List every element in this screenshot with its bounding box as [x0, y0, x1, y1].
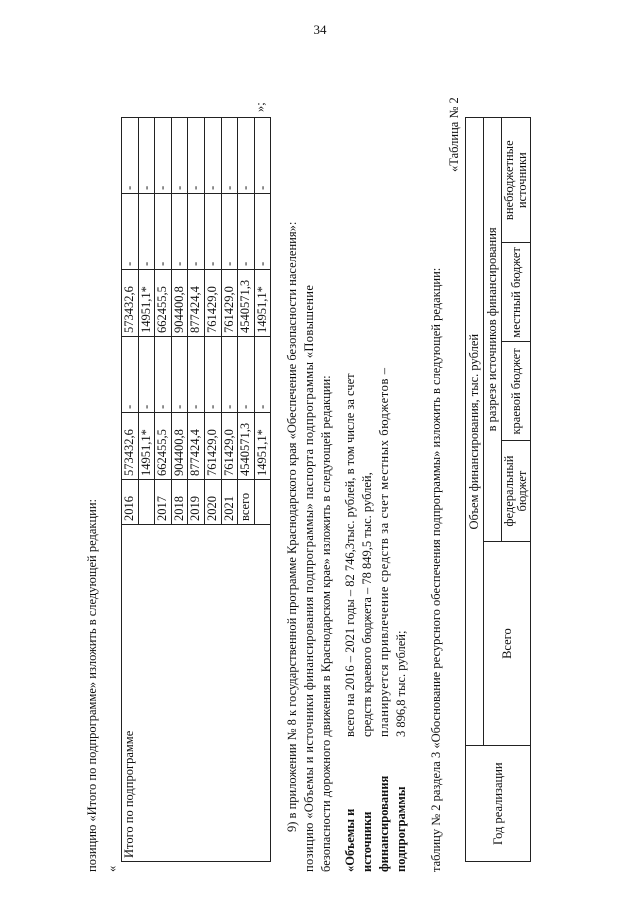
cell-c4: -	[122, 194, 139, 270]
cell-c3: 761429,0	[204, 270, 221, 337]
block-text1: всего на 2016 – 2021 годы – 82 746,3тыс. рублей, в том числе за счет	[343, 373, 357, 737]
cell-c3: 904400,8	[171, 270, 188, 337]
t2-loc-header: местный бюджет	[502, 243, 531, 342]
cell-year: всего	[238, 480, 255, 525]
t2-reg-header: краевой бюджет	[502, 342, 531, 441]
intro-line: позицию «Итого по подпрограмме» изложить в следующей редакции:	[85, 499, 99, 872]
block-text2: средств краевого бюджета – 78 849,5 тыс. рублей,	[360, 472, 374, 737]
cell-year	[138, 480, 155, 525]
cell-year: 2021	[221, 480, 238, 525]
para9-line3: безопасности дорожного движения в Краснодарском крае» изложить в следующей редакции:	[319, 375, 333, 872]
cell-c5: -	[221, 118, 238, 194]
t2-sources-header: в разрезе источников финансирования	[484, 118, 502, 542]
cell-year: 2016	[122, 480, 139, 525]
table-row	[122, 118, 139, 862]
cell-c2: -	[221, 337, 238, 413]
block-text3: планируется привлечение средств за счет местных бюджетов –	[377, 367, 391, 737]
cell-c5: -	[238, 118, 255, 194]
cell-c3: 573432,6	[122, 270, 139, 337]
cell-c5: -	[138, 118, 155, 194]
cell-c4: -	[221, 194, 238, 270]
open-quote: «	[105, 865, 119, 872]
cell-c3: 662455,5	[155, 270, 172, 337]
close-quote: »;	[253, 102, 267, 112]
subprogram-total-label: Итого по подпрограмме	[122, 525, 271, 862]
cell-c3: 761429,0	[221, 270, 238, 337]
cell-year: 2020	[204, 480, 221, 525]
cell-c5: -	[204, 118, 221, 194]
cell-c5: -	[188, 118, 205, 194]
t2-ext-header: внебюджетные источники	[502, 118, 531, 243]
cell-year: 2018	[171, 480, 188, 525]
t2-year-header: Год реализации	[466, 746, 531, 862]
cell-c1: 573432,6	[122, 413, 139, 480]
cell-c2: -	[254, 337, 271, 413]
cell-c3: 877424,4	[188, 270, 205, 337]
table2-intro: таблицу № 2 раздела 3 «Обоснование ресурсного обеспечения подпрограммы» изложить в следующей редакции:	[429, 267, 443, 872]
cell-c4: -	[155, 194, 172, 270]
subprogram-total-table	[121, 117, 271, 862]
block-head1: «Объемы и	[343, 808, 357, 872]
cell-c2: -	[138, 337, 155, 413]
cell-c5: -	[155, 118, 172, 194]
cell-c2: -	[204, 337, 221, 413]
block-head4: подпрограммы	[394, 786, 408, 872]
cell-c4: -	[138, 194, 155, 270]
cell-c2: -	[122, 337, 139, 413]
cell-c1: 877424,4	[188, 413, 205, 480]
cell-c5: -	[171, 118, 188, 194]
block-head2: источники	[360, 811, 374, 872]
cell-c4: -	[171, 194, 188, 270]
block-head3: финансирования	[377, 775, 391, 872]
cell-c2: -	[188, 337, 205, 413]
cell-c4: -	[188, 194, 205, 270]
cell-c3: 4540571,3	[238, 270, 255, 337]
cell-c1: 14951,1*	[138, 413, 155, 480]
cell-c1: 761429,0	[204, 413, 221, 480]
t2-total-header: Всего	[484, 541, 531, 746]
cell-c2: -	[238, 337, 255, 413]
table2-caption: «Таблица № 2	[447, 97, 461, 172]
t2-volume-header: Объем финансирования, тыс. рублей	[466, 118, 484, 746]
cell-c5: -	[122, 118, 139, 194]
t2-fed-header: федеральный бюджет	[502, 441, 531, 541]
para9-line2: позицию «Объемы и источники финансирования подпрограммы» паспорта подпрограммы «Повышение	[302, 284, 316, 872]
cell-c1: 14951,1*	[254, 413, 271, 480]
cell-c4: -	[254, 194, 271, 270]
page-number: 34	[313, 22, 327, 37]
cell-c5: -	[254, 118, 271, 194]
cell-c4: -	[204, 194, 221, 270]
block-text4: 3 896,8 тыс. рублей;	[394, 630, 408, 737]
cell-c1: 662455,5	[155, 413, 172, 480]
cell-year	[254, 480, 271, 525]
cell-c2: -	[171, 337, 188, 413]
cell-c3: 14951,1*	[138, 270, 155, 337]
cell-c4: -	[238, 194, 255, 270]
cell-year: 2017	[155, 480, 172, 525]
cell-c1: 904400,8	[171, 413, 188, 480]
cell-year: 2019	[188, 480, 205, 525]
cell-c3: 14951,1*	[254, 270, 271, 337]
rotated-content	[85, 42, 545, 872]
cell-c2: -	[155, 337, 172, 413]
table2-header	[465, 117, 531, 862]
para9-line1: 9) в приложении № 8 к государственной программе Краснодарского края «Обеспечение безопасности населения»:	[285, 221, 299, 832]
cell-c1: 4540571,3	[238, 413, 255, 480]
cell-c1: 761429,0	[221, 413, 238, 480]
